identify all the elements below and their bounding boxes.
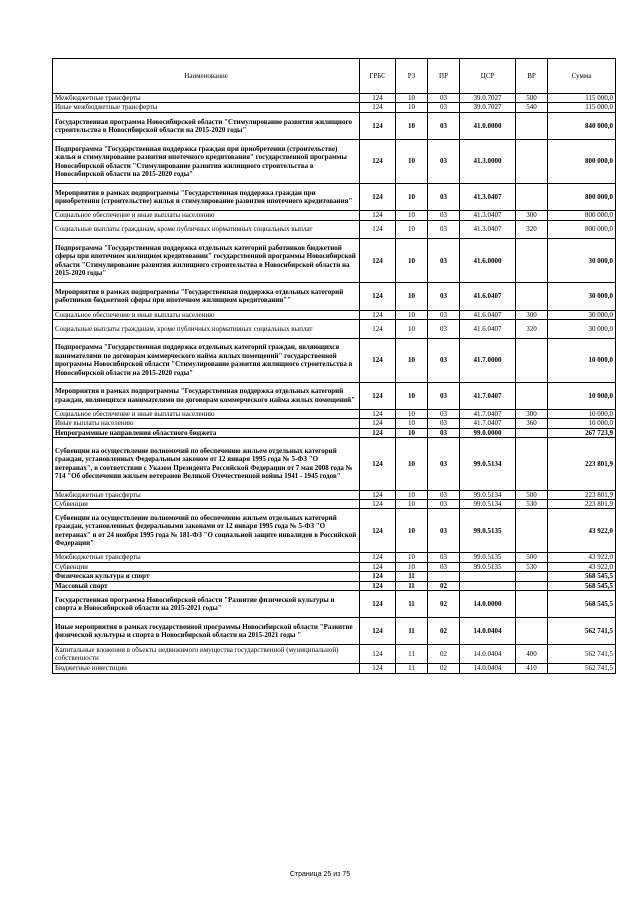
table-row <box>53 591 616 618</box>
cell-sum: 43 922,0 <box>548 553 616 562</box>
cell-name: Физическая культура и спорт <box>53 572 360 581</box>
table-row <box>53 562 616 571</box>
cell-grbs: 124 <box>360 618 396 645</box>
table-row <box>53 319 616 338</box>
cell-sum: 562 741,5 <box>548 645 616 664</box>
cell-sum: 800 000,0 <box>548 211 616 220</box>
table-row <box>53 419 616 428</box>
cell-vr: 300 <box>516 310 548 319</box>
cell-name: Субвенции на осуществление полномочий по обеспечению жильем отдельных категорий граждан, установленных федеральными законами от 12 января 1995 года № 5-ФЗ "О ветеранах" и от 24 ноября 1995 года № 181-ФЗ "О социальной защите инвалидов в Российской Федерации" <box>53 509 360 553</box>
cell-vr <box>516 438 548 490</box>
cell-grbs: 124 <box>360 591 396 618</box>
cell-vr <box>516 239 548 283</box>
cell-rz: 10 <box>396 220 428 239</box>
cell-grbs: 124 <box>360 428 396 437</box>
cell-vr <box>516 382 548 409</box>
cell-sum: 115 000,0 <box>548 103 616 112</box>
cell-pr: 03 <box>428 509 460 553</box>
table-row <box>53 428 616 437</box>
cell-sum: 568 545,5 <box>548 591 616 618</box>
table-row <box>53 184 616 211</box>
table-row <box>53 382 616 409</box>
cell-name: Социальные выплаты гражданам, кроме публичных нормативных социальных выплат <box>53 319 360 338</box>
cell-grbs: 124 <box>360 239 396 283</box>
table-row <box>53 94 616 103</box>
col-header-vr: ВР <box>516 59 548 94</box>
cell-csr <box>460 572 516 581</box>
cell-grbs: 124 <box>360 409 396 418</box>
cell-csr <box>460 581 516 590</box>
cell-pr: 03 <box>428 310 460 319</box>
cell-pr: 03 <box>428 140 460 184</box>
cell-csr: 41.3.0407 <box>460 184 516 211</box>
cell-csr: 41.7.0407 <box>460 419 516 428</box>
cell-sum: 43 922,0 <box>548 562 616 571</box>
col-header-csr: ЦСР <box>460 59 516 94</box>
cell-vr: 300 <box>516 409 548 418</box>
cell-name: Межбюджетные трансферты <box>53 553 360 562</box>
cell-rz: 10 <box>396 283 428 310</box>
cell-name: Субвенции <box>53 562 360 571</box>
cell-sum: 10 000,0 <box>548 419 616 428</box>
cell-vr <box>516 581 548 590</box>
cell-grbs: 124 <box>360 581 396 590</box>
cell-csr: 99.0.5134 <box>460 490 516 499</box>
cell-pr: 03 <box>428 438 460 490</box>
cell-csr: 41.3.0407 <box>460 220 516 239</box>
cell-rz: 10 <box>396 438 428 490</box>
cell-name: Подпрограмма "Государственная поддержка отдельных категорий работников бюджетной сферы при ипотечном жилищном кредитовании" государственной программы Новосибирской области "Стимулирование развития жилищного строительства в Новосибирской области на 2015-2020 годы" <box>53 239 360 283</box>
cell-name: Социальное обеспечение и иные выплаты населению <box>53 310 360 319</box>
cell-rz: 10 <box>396 428 428 437</box>
cell-csr: 99.0.5135 <box>460 553 516 562</box>
cell-grbs: 124 <box>360 103 396 112</box>
cell-csr: 41.3.0407 <box>460 211 516 220</box>
cell-grbs: 124 <box>360 310 396 319</box>
cell-rz: 10 <box>396 409 428 418</box>
cell-vr: 500 <box>516 553 548 562</box>
cell-pr: 02 <box>428 664 460 673</box>
page-number: Страница 25 из 75 <box>289 871 351 878</box>
cell-sum: 800 000,0 <box>548 140 616 184</box>
cell-sum: 568 545,5 <box>548 572 616 581</box>
cell-csr: 14.0.0404 <box>460 645 516 664</box>
cell-vr: 530 <box>516 562 548 571</box>
table-row <box>53 338 616 382</box>
cell-csr: 14.0.0404 <box>460 664 516 673</box>
cell-sum: 562 741,5 <box>548 618 616 645</box>
cell-rz: 10 <box>396 382 428 409</box>
cell-csr: 99.0.0000 <box>460 428 516 437</box>
cell-name: Субвенции <box>53 499 360 508</box>
cell-grbs: 124 <box>360 184 396 211</box>
cell-sum: 223 801,9 <box>548 490 616 499</box>
cell-csr: 41.3.0000 <box>460 140 516 184</box>
cell-pr: 03 <box>428 499 460 508</box>
table-row <box>53 220 616 239</box>
cell-csr: 41.7.0407 <box>460 382 516 409</box>
cell-sum: 30 000,0 <box>548 283 616 310</box>
cell-rz: 10 <box>396 184 428 211</box>
cell-pr: 03 <box>428 382 460 409</box>
cell-rz: 10 <box>396 112 428 139</box>
cell-vr: 320 <box>516 319 548 338</box>
cell-csr: 41.0.0000 <box>460 112 516 139</box>
cell-rz: 10 <box>396 310 428 319</box>
table-row <box>53 283 616 310</box>
cell-grbs: 124 <box>360 509 396 553</box>
cell-vr: 530 <box>516 499 548 508</box>
cell-vr <box>516 184 548 211</box>
table-row <box>53 645 616 664</box>
table-row <box>53 310 616 319</box>
cell-rz: 11 <box>396 645 428 664</box>
cell-name: Иные межбюджетные трансферты <box>53 103 360 112</box>
cell-grbs: 124 <box>360 562 396 571</box>
cell-vr: 540 <box>516 103 548 112</box>
cell-vr <box>516 338 548 382</box>
cell-pr: 03 <box>428 490 460 499</box>
col-header-grbs: ГРБС <box>360 59 396 94</box>
cell-pr: 03 <box>428 239 460 283</box>
cell-rz: 10 <box>396 103 428 112</box>
cell-csr: 41.6.0407 <box>460 283 516 310</box>
cell-name: Массовый спорт <box>53 581 360 590</box>
cell-csr: 41.7.0000 <box>460 338 516 382</box>
table-row <box>53 409 616 418</box>
cell-pr: 02 <box>428 581 460 590</box>
cell-name: Межбюджетные трансферты <box>53 490 360 499</box>
cell-pr: 03 <box>428 283 460 310</box>
cell-pr: 03 <box>428 338 460 382</box>
cell-sum: 267 723,9 <box>548 428 616 437</box>
cell-pr: 02 <box>428 645 460 664</box>
cell-name: Государственная программа Новосибирской области "Развитие физической культуры и спорта в Новосибирской области на 2015-2021 годы" <box>53 591 360 618</box>
cell-grbs: 124 <box>360 419 396 428</box>
cell-sum: 568 545,5 <box>548 581 616 590</box>
cell-rz: 10 <box>396 562 428 571</box>
cell-csr: 41.7.0407 <box>460 409 516 418</box>
cell-name: Подпрограмма "Государственная поддержка граждан при приобретении (строительстве) жилья и стимулирование развития ипотечного кредитования" государственной программы Новосибирской области "Стимулирование развития жилищного строительства в Новосибирской области на 2015-2020 годы" <box>53 140 360 184</box>
cell-name: Иные мероприятия в рамках государственной программы Новосибирской области "Развитие физической культуры и спорта в Новосибирской области на 2015-2021 годы " <box>53 618 360 645</box>
cell-pr: 03 <box>428 553 460 562</box>
cell-vr <box>516 591 548 618</box>
cell-pr: 03 <box>428 94 460 103</box>
cell-grbs: 124 <box>360 94 396 103</box>
cell-vr <box>516 428 548 437</box>
cell-name: Бюджетные инвестиции <box>53 664 360 673</box>
table-row <box>53 572 616 581</box>
cell-rz: 10 <box>396 419 428 428</box>
budget-page <box>52 58 615 674</box>
cell-pr: 03 <box>428 220 460 239</box>
cell-grbs: 124 <box>360 140 396 184</box>
cell-rz: 10 <box>396 499 428 508</box>
cell-csr: 99.0.5134 <box>460 438 516 490</box>
table-row <box>53 553 616 562</box>
cell-name: Государственная программа Новосибирской области "Стимулирование развития жилищного строительства в Новосибирской области на 2015-2020 годы" <box>53 112 360 139</box>
cell-vr: 300 <box>516 211 548 220</box>
cell-vr: 500 <box>516 490 548 499</box>
cell-pr: 03 <box>428 419 460 428</box>
cell-grbs: 124 <box>360 211 396 220</box>
cell-name: Социальные выплаты гражданам, кроме публичных нормативных социальных выплат <box>53 220 360 239</box>
cell-vr <box>516 509 548 553</box>
cell-rz: 10 <box>396 140 428 184</box>
cell-pr: 03 <box>428 211 460 220</box>
cell-vr: 320 <box>516 220 548 239</box>
cell-grbs: 124 <box>360 553 396 562</box>
cell-csr: 14.0.0000 <box>460 591 516 618</box>
cell-vr <box>516 140 548 184</box>
cell-vr: 500 <box>516 94 548 103</box>
cell-rz: 10 <box>396 338 428 382</box>
cell-vr: 410 <box>516 664 548 673</box>
cell-grbs: 124 <box>360 645 396 664</box>
cell-grbs: 124 <box>360 319 396 338</box>
cell-sum: 10 000,0 <box>548 382 616 409</box>
cell-grbs: 124 <box>360 664 396 673</box>
cell-grbs: 124 <box>360 572 396 581</box>
cell-sum: 223 801,9 <box>548 438 616 490</box>
cell-name: Подпрограмма "Государственная поддержка отдельных категорий граждан, являющихся нанимателями по договорам коммерческого найма жилых помещений" государственной программы Новосибирской области "Стимулирование развития жилищного строительства в Новосибирской области на 2015-2020 годы" <box>53 338 360 382</box>
table-row <box>53 140 616 184</box>
cell-pr: 03 <box>428 103 460 112</box>
cell-sum: 30 000,0 <box>548 239 616 283</box>
cell-rz: 10 <box>396 490 428 499</box>
table-row <box>53 581 616 590</box>
cell-pr: 02 <box>428 591 460 618</box>
cell-name: Мероприятия в рамках подпрограммы "Государственная поддержка граждан при приобретении (строительстве) жилья и стимулирование развития ипотечного кредитования" <box>53 184 360 211</box>
budget-table <box>52 58 616 674</box>
table-body <box>53 94 616 674</box>
cell-grbs: 124 <box>360 338 396 382</box>
cell-csr: 39.0.7027 <box>460 94 516 103</box>
cell-rz: 10 <box>396 553 428 562</box>
cell-csr: 14.0.0404 <box>460 618 516 645</box>
cell-pr: 03 <box>428 562 460 571</box>
cell-name: Межбюджетные трансферты <box>53 94 360 103</box>
cell-rz: 10 <box>396 239 428 283</box>
cell-sum: 800 000,0 <box>548 220 616 239</box>
cell-grbs: 124 <box>360 220 396 239</box>
cell-sum: 223 801,9 <box>548 499 616 508</box>
table-row <box>53 211 616 220</box>
cell-sum: 115 000,0 <box>548 94 616 103</box>
cell-csr: 99.0.5134 <box>460 499 516 508</box>
cell-vr <box>516 618 548 645</box>
cell-grbs: 124 <box>360 112 396 139</box>
cell-rz: 10 <box>396 94 428 103</box>
cell-pr: 03 <box>428 184 460 211</box>
cell-pr: 03 <box>428 319 460 338</box>
table-row <box>53 509 616 553</box>
cell-name: Капитальные вложения в объекты недвижимого имущества государственной (муниципальной) собственности <box>53 645 360 664</box>
cell-vr: 400 <box>516 645 548 664</box>
cell-grbs: 124 <box>360 382 396 409</box>
cell-rz: 11 <box>396 618 428 645</box>
cell-name: Иные выплаты населению <box>53 419 360 428</box>
cell-sum: 840 000,0 <box>548 112 616 139</box>
cell-rz: 11 <box>396 572 428 581</box>
cell-grbs: 124 <box>360 283 396 310</box>
table-row <box>53 618 616 645</box>
cell-csr: 99.0.5135 <box>460 562 516 571</box>
table-row <box>53 499 616 508</box>
table-row <box>53 490 616 499</box>
cell-vr <box>516 572 548 581</box>
cell-sum: 43 922,0 <box>548 509 616 553</box>
cell-sum: 562 741,5 <box>548 664 616 673</box>
cell-vr: 360 <box>516 419 548 428</box>
cell-rz: 10 <box>396 509 428 553</box>
cell-csr: 39.0.7027 <box>460 103 516 112</box>
table-header-row <box>53 59 616 94</box>
cell-rz: 10 <box>396 319 428 338</box>
table-row <box>53 112 616 139</box>
cell-csr: 41.6.0407 <box>460 319 516 338</box>
cell-csr: 41.6.0407 <box>460 310 516 319</box>
cell-pr: 02 <box>428 618 460 645</box>
cell-pr: 03 <box>428 112 460 139</box>
col-header-sum: Сумма <box>548 59 616 94</box>
cell-pr <box>428 572 460 581</box>
cell-name: Мероприятия в рамках подпрограммы "Государственная поддержка отдельных категорий граждан, являющихся нанимателями по договорам коммерческого найма жилых помещений" <box>53 382 360 409</box>
cell-name: Социальное обеспечение и иные выплаты населению <box>53 211 360 220</box>
cell-name: Социальное обеспечение и иные выплаты населению <box>53 409 360 418</box>
cell-pr: 03 <box>428 428 460 437</box>
cell-vr <box>516 283 548 310</box>
col-header-rz: РЗ <box>396 59 428 94</box>
cell-pr: 03 <box>428 409 460 418</box>
cell-rz: 11 <box>396 581 428 590</box>
cell-name: Непрограммные направления областного бюджета <box>53 428 360 437</box>
cell-name: Мероприятия в рамках подпрограммы "Государственная поддержка отдельных категорий работников бюджетной сферы при ипотечном жилищном кредитовании"" <box>53 283 360 310</box>
cell-vr <box>516 112 548 139</box>
cell-grbs: 124 <box>360 438 396 490</box>
cell-rz: 11 <box>396 664 428 673</box>
col-header-pr: ПР <box>428 59 460 94</box>
table-row <box>53 438 616 490</box>
cell-grbs: 124 <box>360 490 396 499</box>
cell-grbs: 124 <box>360 499 396 508</box>
cell-sum: 800 000,0 <box>548 184 616 211</box>
cell-csr: 99.0.5135 <box>460 509 516 553</box>
cell-sum: 30 000,0 <box>548 319 616 338</box>
cell-sum: 30 000,0 <box>548 310 616 319</box>
table-row <box>53 664 616 673</box>
cell-name: Субвенции на осуществление полномочий по обеспечению жильем отдельных категорий граждан, установленных Федеральным законом от 12 января 1995 года № 5-ФЗ "О ветеранах", в соответствии с Указом Президента Российской Федерации от 7 мая 2008 года № 714 "Об обеспечении жильем ветеранов Великой Отечественной войны 1941 - 1945 годов" <box>53 438 360 490</box>
cell-sum: 10 000,0 <box>548 409 616 418</box>
col-header-name: Наименование <box>53 59 360 94</box>
cell-rz: 10 <box>396 211 428 220</box>
table-row <box>53 239 616 283</box>
cell-sum: 10 000,0 <box>548 338 616 382</box>
cell-csr: 41.6.0000 <box>460 239 516 283</box>
table-row <box>53 103 616 112</box>
cell-rz: 11 <box>396 591 428 618</box>
